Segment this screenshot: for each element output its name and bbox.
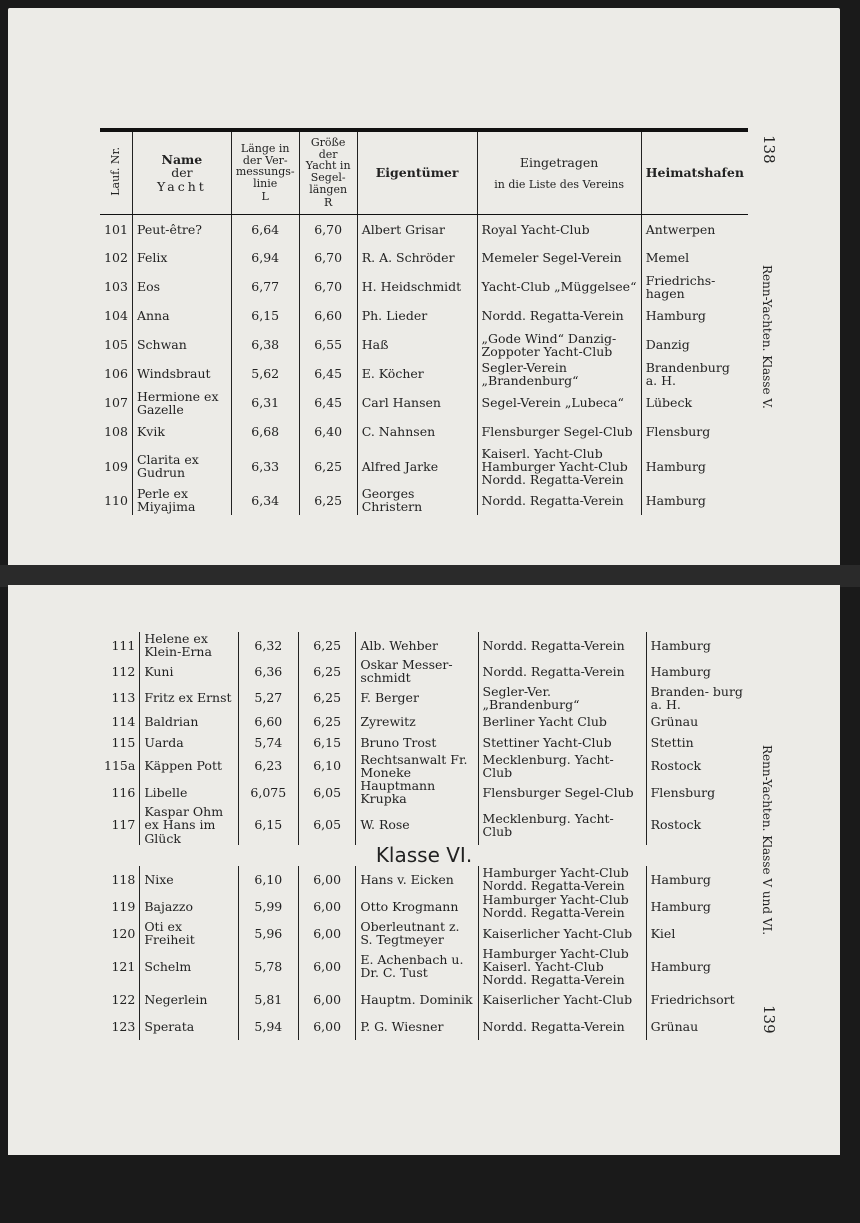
groesse-value: 6,45 <box>299 360 357 389</box>
club-name: Segler-Ver. „Brandenburg“ <box>478 685 646 711</box>
table-row <box>100 779 748 805</box>
yacht-name: Negerlein <box>140 986 238 1013</box>
home-port: Lübeck <box>641 389 748 418</box>
yacht-name: Clarita ex Gudrun <box>132 447 231 486</box>
row-number: 116 <box>111 784 136 800</box>
table-row <box>100 1013 748 1040</box>
laenge-value: 6,34 <box>231 486 299 515</box>
owner-name: Hans v. Eicken <box>356 866 478 893</box>
row-number: 105 <box>104 337 128 353</box>
home-port: Flensburg <box>646 779 748 805</box>
owner-name: E. Köcher <box>357 360 477 389</box>
groesse-value: 6,00 <box>298 920 355 947</box>
laenge-value: 6,94 <box>231 244 299 273</box>
home-port: Grünau <box>646 1013 748 1040</box>
club-name: Nordd. Regatta-Verein <box>477 486 641 515</box>
table-row <box>100 732 748 753</box>
groesse-value: 6,25 <box>298 632 355 658</box>
row-number: 122 <box>111 991 136 1007</box>
table-row <box>100 418 748 447</box>
yacht-table-bottom <box>100 632 748 1040</box>
table-row <box>100 986 748 1013</box>
yacht-name: Helene ex Klein-Erna <box>140 632 238 658</box>
header-laenge: Länge in der Ver- messungs- linie L <box>231 130 299 215</box>
table-row <box>100 244 748 273</box>
club-name: Hamburger Yacht-Club Kaiserl. Yacht-Club Nordd. Regatta-Verein <box>478 947 646 986</box>
club-name: Hamburger Yacht-Club Nordd. Regatta-Verein <box>478 866 646 893</box>
owner-name: H. Heidschmidt <box>357 273 477 302</box>
yacht-name: Oti ex Freiheit <box>140 920 238 947</box>
yacht-name: Eos <box>132 273 231 302</box>
yacht-name: Baldrian <box>140 711 238 732</box>
laenge-value: 6,60 <box>238 711 298 732</box>
row-number: 107 <box>104 395 128 411</box>
yacht-name: Uarda <box>140 732 238 753</box>
club-name: Flensburger Segel-Club <box>477 418 641 447</box>
owner-name: Alfred Jarke <box>357 447 477 486</box>
table-row <box>100 215 748 244</box>
groesse-value: 6,70 <box>299 215 357 244</box>
home-port: Rostock <box>646 805 748 844</box>
club-name: Hamburger Yacht-Club Nordd. Regatta-Verein <box>478 893 646 920</box>
groesse-value: 6,05 <box>298 779 355 805</box>
table-header-row <box>100 130 748 215</box>
laenge-value: 6,15 <box>231 302 299 331</box>
groesse-value: 6,70 <box>299 244 357 273</box>
owner-name: C. Nahnsen <box>357 418 477 447</box>
table-row <box>100 658 748 684</box>
groesse-value: 6,00 <box>298 947 355 986</box>
home-port: Hamburg <box>641 302 748 331</box>
table-row <box>100 273 748 302</box>
groesse-value: 6,05 <box>298 805 355 844</box>
home-port: Friedrichsort <box>646 986 748 1013</box>
table-row <box>100 486 748 515</box>
laenge-value: 5,27 <box>238 685 298 711</box>
klasse-heading-row <box>100 845 748 866</box>
club-name: Kaiserl. Yacht-Club Hamburger Yacht-Club Nordd. Regatta-Verein <box>477 447 641 486</box>
owner-name: Albert Grisar <box>357 215 477 244</box>
klasse-heading: Klasse VI. <box>375 842 473 867</box>
header-lauf-nr: Lauf. Nr. <box>100 130 132 215</box>
row-number: 120 <box>111 925 136 941</box>
yacht-name: Peut-être? <box>132 215 231 244</box>
club-name: Royal Yacht-Club <box>477 215 641 244</box>
club-name: „Gode Wind“ Danzig- Zoppoter Yacht-Club <box>477 331 641 360</box>
table-row <box>100 893 748 920</box>
groesse-value: 6,25 <box>298 685 355 711</box>
header-eigentuemer: Eigentümer <box>357 130 477 215</box>
yacht-name: Windsbraut <box>132 360 231 389</box>
table-row <box>100 360 748 389</box>
row-number: 106 <box>104 366 128 382</box>
groesse-value: 6,00 <box>298 866 355 893</box>
row-number: 115a <box>104 758 136 774</box>
table-row <box>100 447 748 486</box>
groesse-value: 6,70 <box>299 273 357 302</box>
club-name: Stettiner Yacht-Club <box>478 732 646 753</box>
yacht-name: Sperata <box>140 1013 238 1040</box>
owner-name: Otto Krogmann <box>356 893 478 920</box>
owner-name: Ph. Lieder <box>357 302 477 331</box>
header-groesse: Größe der Yacht in Segel- längen R <box>299 130 357 215</box>
yacht-name: Kvik <box>132 418 231 447</box>
club-name: Yacht-Club „Müggelsee“ <box>477 273 641 302</box>
owner-name: W. Rose <box>356 805 478 844</box>
home-port: Hamburg <box>646 632 748 658</box>
club-name: Mecklenburg. Yacht-Club <box>478 805 646 844</box>
club-name: Segel-Verein „Lubeca“ <box>477 389 641 418</box>
club-name: Berliner Yacht Club <box>478 711 646 732</box>
yacht-name: Schwan <box>132 331 231 360</box>
laenge-value: 6,075 <box>238 779 298 805</box>
home-port: Hamburg <box>646 947 748 986</box>
groesse-value: 6,00 <box>298 1013 355 1040</box>
groesse-value: 6,45 <box>299 389 357 418</box>
club-name: Nordd. Regatta-Verein <box>478 1013 646 1040</box>
yacht-name: Fritz ex Ernst <box>140 685 238 711</box>
club-name: Nordd. Regatta-Verein <box>477 302 641 331</box>
laenge-value: 6,38 <box>231 331 299 360</box>
row-number: 111 <box>111 637 136 653</box>
club-name: Nordd. Regatta-Verein <box>478 632 646 658</box>
groesse-value: 6,25 <box>298 711 355 732</box>
groesse-value: 6,40 <box>299 418 357 447</box>
laenge-value: 6,10 <box>238 866 298 893</box>
laenge-value: 6,64 <box>231 215 299 244</box>
laenge-value: 5,62 <box>231 360 299 389</box>
laenge-value: 5,96 <box>238 920 298 947</box>
side-title-bottom: Renn-Yachten. Klasse V und VI. <box>760 745 774 936</box>
table-row <box>100 331 748 360</box>
laenge-value: 6,23 <box>238 753 298 779</box>
owner-name: P. G. Wiesner <box>356 1013 478 1040</box>
table-row <box>100 753 748 779</box>
yacht-name: Perle ex Miyajima <box>132 486 231 515</box>
owner-name: Oberleutnant z. S. Tegtmeyer <box>356 920 478 947</box>
home-port: Stettin <box>646 732 748 753</box>
laenge-value: 6,36 <box>238 658 298 684</box>
laenge-value: 6,33 <box>231 447 299 486</box>
owner-name: Alb. Wehber <box>356 632 478 658</box>
owner-name: Oskar Messer- schmidt <box>356 658 478 684</box>
owner-name: Georges Christern <box>357 486 477 515</box>
page-number-bottom: 139 <box>760 1005 778 1034</box>
table-row <box>100 302 748 331</box>
row-number: 101 <box>104 221 128 237</box>
row-number: 121 <box>111 958 136 974</box>
row-number: 104 <box>104 308 128 324</box>
yacht-name: Hermione ex Gazelle <box>132 389 231 418</box>
yacht-name: Libelle <box>140 779 238 805</box>
home-port: Hamburg <box>646 866 748 893</box>
home-port: Hamburg <box>641 486 748 515</box>
laenge-value: 6,68 <box>231 418 299 447</box>
laenge-value: 6,77 <box>231 273 299 302</box>
owner-name: F. Berger <box>356 685 478 711</box>
home-port: Rostock <box>646 753 748 779</box>
yacht-name: Anna <box>132 302 231 331</box>
laenge-value: 5,78 <box>238 947 298 986</box>
yacht-name: Bajazzo <box>140 893 238 920</box>
table-row <box>100 866 748 893</box>
home-port: Memel <box>641 244 748 273</box>
owner-name: Hauptmann Krupka <box>356 779 478 805</box>
groesse-value: 6,25 <box>299 486 357 515</box>
laenge-value: 5,99 <box>238 893 298 920</box>
header-name: Name der Yacht <box>132 130 231 215</box>
row-number: 115 <box>111 734 136 750</box>
header-heimatshafen: Heimatshafen <box>641 130 748 215</box>
owner-name: Carl Hansen <box>357 389 477 418</box>
home-port: Antwerpen <box>641 215 748 244</box>
laenge-value: 6,31 <box>231 389 299 418</box>
owner-name: Bruno Trost <box>356 732 478 753</box>
table-row <box>100 711 748 732</box>
owner-name: E. Achenbach u. Dr. C. Tust <box>356 947 478 986</box>
laenge-value: 5,94 <box>238 1013 298 1040</box>
row-number: 118 <box>111 871 136 887</box>
groesse-value: 6,25 <box>298 658 355 684</box>
yacht-name: Nixe <box>140 866 238 893</box>
table-row <box>100 947 748 986</box>
table-row <box>100 685 748 711</box>
table-row <box>100 805 748 844</box>
home-port: Kiel <box>646 920 748 947</box>
club-name: Kaiserlicher Yacht-Club <box>478 920 646 947</box>
page-number-top: 138 <box>760 135 778 164</box>
row-number: 102 <box>104 250 128 266</box>
home-port: Danzig <box>641 331 748 360</box>
owner-name: Haß <box>357 331 477 360</box>
home-port: Hamburg <box>641 447 748 486</box>
club-name: Flensburger Segel-Club <box>478 779 646 805</box>
table-row <box>100 389 748 418</box>
home-port: Branden- burg a. H. <box>646 685 748 711</box>
owner-name: Rechtsanwalt Fr. Moneke <box>356 753 478 779</box>
yacht-name: Schelm <box>140 947 238 986</box>
groesse-value: 6,15 <box>298 732 355 753</box>
yacht-name: Kuni <box>140 658 238 684</box>
club-name: Segler-Verein „Brandenburg“ <box>477 360 641 389</box>
home-port: Hamburg <box>646 893 748 920</box>
groesse-value: 6,60 <box>299 302 357 331</box>
groesse-value: 6,10 <box>298 753 355 779</box>
laenge-value: 5,74 <box>238 732 298 753</box>
owner-name: Zyrewitz <box>356 711 478 732</box>
groesse-value: 6,25 <box>299 447 357 486</box>
home-port: Brandenburg a. H. <box>641 360 748 389</box>
side-title-top: Renn-Yachten. Klasse V. <box>760 265 774 409</box>
home-port: Hamburg <box>646 658 748 684</box>
owner-name: R. A. Schröder <box>357 244 477 273</box>
row-number: 113 <box>111 690 136 706</box>
groesse-value: 6,55 <box>299 331 357 360</box>
home-port: Flensburg <box>641 418 748 447</box>
laenge-value: 6,15 <box>238 805 298 844</box>
header-eingetragen: Eingetragen in die Liste des Vereins <box>477 130 641 215</box>
owner-name: Hauptm. Dominik <box>356 986 478 1013</box>
page-gap <box>0 565 860 587</box>
club-name: Memeler Segel-Verein <box>477 244 641 273</box>
yacht-table-top <box>100 128 748 515</box>
yacht-name: Kaspar Ohm ex Hans im Glück <box>140 805 238 844</box>
row-number: 112 <box>111 663 136 679</box>
yacht-name: Käppen Pott <box>140 753 238 779</box>
club-name: Kaiserlicher Yacht-Club <box>478 986 646 1013</box>
home-port: Grünau <box>646 711 748 732</box>
table-row <box>100 632 748 658</box>
row-number: 109 <box>104 458 128 474</box>
home-port: Friedrichs- hagen <box>641 273 748 302</box>
club-name: Mecklenburg. Yacht-Club <box>478 753 646 779</box>
row-number: 103 <box>104 279 128 295</box>
row-number: 123 <box>111 1018 136 1034</box>
table-row <box>100 920 748 947</box>
groesse-value: 6,00 <box>298 986 355 1013</box>
row-number: 108 <box>104 424 128 440</box>
row-number: 110 <box>104 492 128 508</box>
row-number: 114 <box>111 713 136 729</box>
row-number: 117 <box>111 817 136 833</box>
groesse-value: 6,00 <box>298 893 355 920</box>
laenge-value: 5,81 <box>238 986 298 1013</box>
yacht-name: Felix <box>132 244 231 273</box>
laenge-value: 6,32 <box>238 632 298 658</box>
row-number: 119 <box>111 898 136 914</box>
club-name: Nordd. Regatta-Verein <box>478 658 646 684</box>
